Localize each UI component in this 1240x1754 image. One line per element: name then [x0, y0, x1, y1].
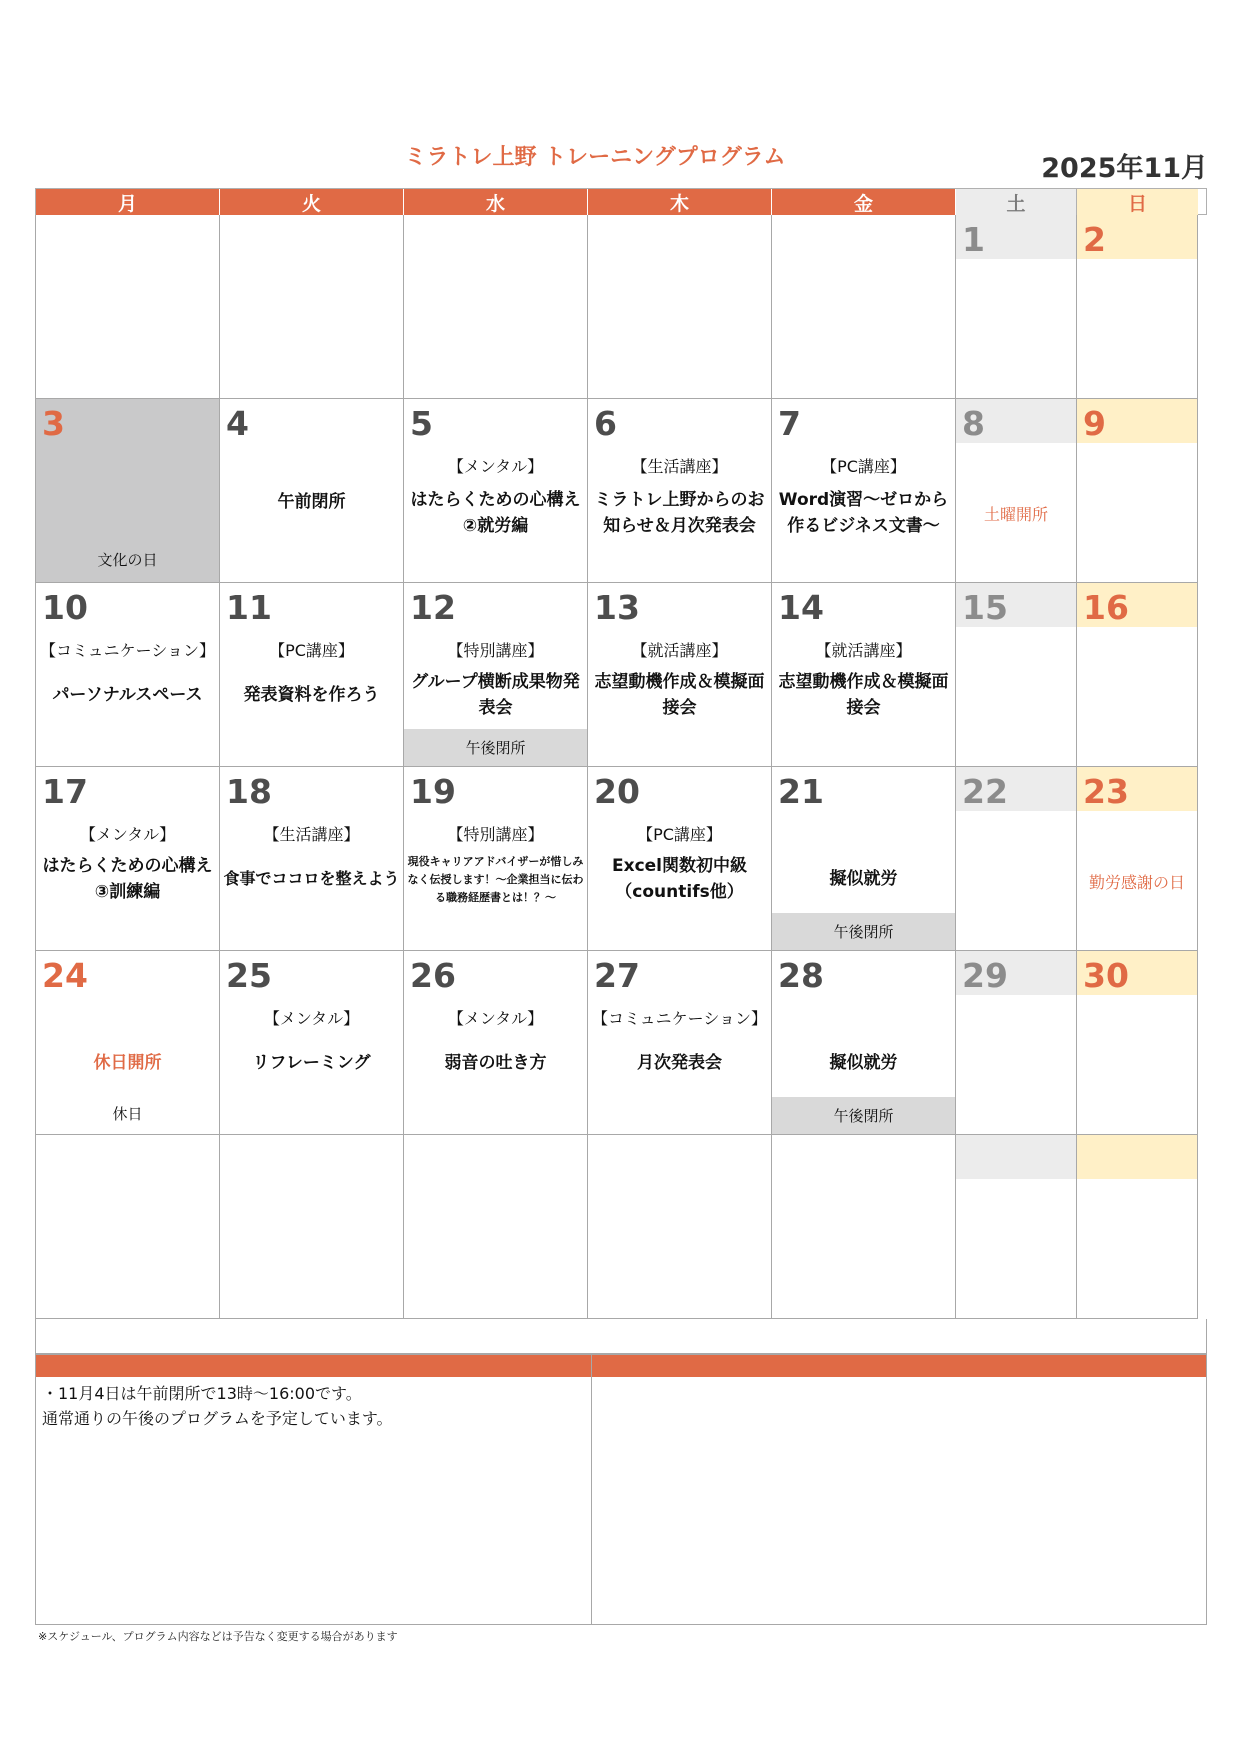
- day-number: 5: [410, 404, 433, 443]
- notes-left-panel: [36, 1355, 592, 1624]
- day-number: 18: [226, 772, 272, 811]
- day-number: 6: [594, 404, 617, 443]
- saturday-open-label: 土曜開所: [983, 505, 1048, 524]
- afternoon-closed-bar: 午後閉所: [772, 1097, 955, 1134]
- day-cell-3: [36, 399, 220, 583]
- day-cell-26: [404, 951, 588, 1135]
- spacer-row: [35, 1319, 1207, 1354]
- program-category: 【メンタル】: [447, 1009, 544, 1028]
- program-title: はたらくための心構え ②就労編: [410, 490, 581, 536]
- day-cell-21: [772, 767, 956, 951]
- day-cell-15: [956, 583, 1077, 767]
- program-title: 月次発表会: [637, 1053, 722, 1073]
- day-cell-7: [772, 399, 956, 583]
- day-number: 7: [778, 404, 801, 443]
- day-number: 20: [594, 772, 640, 811]
- program-title: Excel関数初中級 （countifs他）: [611, 856, 747, 902]
- program-category: 【PC講座】: [637, 825, 722, 844]
- day-number: 2: [1083, 220, 1106, 259]
- day-cell-30: [1077, 951, 1198, 1135]
- notes-right-panel: [592, 1355, 1206, 1624]
- day-cell-29: [956, 951, 1077, 1135]
- day-cell-4: [220, 399, 404, 583]
- notes-left-text: ・11月4日は午前閉所で13時～16:00です。 通常通りの午後のプログラムを予定しています。: [42, 1384, 393, 1428]
- day-cell-empty: [404, 1135, 588, 1319]
- calendar-title: ミラトレ上野 トレーニングプログラム: [404, 145, 786, 170]
- program-title: 志望動機作成＆模擬面接会: [778, 672, 949, 718]
- day-cell-16: [1077, 583, 1198, 767]
- day-number: 26: [410, 956, 456, 995]
- day-cell-empty: [956, 1135, 1077, 1319]
- afternoon-closed-bar: 午後閉所: [772, 913, 955, 950]
- day-cell-20: [588, 767, 772, 951]
- day-cell-2: [1077, 215, 1198, 399]
- day-number: 11: [226, 588, 272, 627]
- program-title: 現役キャリアアドバイザーが惜しみなく伝授します！～企業担当に伝わる職務経歴書とは！？～: [407, 855, 584, 904]
- day-number: 21: [778, 772, 824, 811]
- day-cell-empty: [772, 215, 956, 399]
- day-cell-empty: [36, 215, 220, 399]
- saturday-band: [956, 1135, 1076, 1179]
- program-title: 食事でココロを整えよう: [223, 869, 400, 888]
- day-cell-23: [1077, 767, 1198, 951]
- day-cell-8: [956, 399, 1077, 583]
- program-category: 【生活講座】: [631, 457, 728, 476]
- day-number: 22: [962, 772, 1008, 811]
- day-number: 28: [778, 956, 824, 995]
- day-cell-empty: [588, 215, 772, 399]
- calendar-month: 2025年11月: [1041, 153, 1208, 184]
- holiday-label: 休日: [112, 1105, 143, 1123]
- day-number: 27: [594, 956, 640, 995]
- program-title: 発表資料を作ろう: [243, 685, 380, 705]
- day-number: 12: [410, 588, 456, 627]
- day-cell-22: [956, 767, 1077, 951]
- program-category: 【就活講座】: [815, 641, 912, 660]
- day-number: 10: [42, 588, 88, 627]
- program-title: 午前閉所: [277, 492, 346, 512]
- program-title: はたらくための心構え ③訓練編: [42, 856, 213, 902]
- day-number: 16: [1083, 588, 1129, 627]
- sunday-band: [1077, 1135, 1197, 1179]
- weekday-fri: 金: [772, 189, 956, 216]
- day-cell-empty: [36, 1135, 220, 1319]
- program-title: パーソナルスペース: [52, 685, 203, 705]
- day-cell-empty: [220, 1135, 404, 1319]
- program-title: 弱音の吐き方: [444, 1053, 547, 1073]
- holiday-label: 勤労感謝の日: [1088, 873, 1185, 892]
- program-category: 【コミュニケーション】: [591, 1009, 768, 1028]
- weekday-wed: 水: [404, 189, 588, 216]
- day-number: 1: [962, 220, 985, 259]
- day-cell-9: [1077, 399, 1198, 583]
- day-number: 19: [410, 772, 456, 811]
- notes-header-bar: [592, 1355, 1206, 1377]
- weekday-sat: 土: [956, 189, 1077, 216]
- day-cell-10: [36, 583, 220, 767]
- day-number: 25: [226, 956, 272, 995]
- day-cell-1: [956, 215, 1077, 399]
- program-category: 【PC講座】: [269, 641, 354, 660]
- day-number: 30: [1083, 956, 1129, 995]
- footnote: ※スケジュール、プログラム内容などは予告なく変更する場合があります: [38, 1630, 398, 1643]
- notes-section: [35, 1354, 1207, 1625]
- day-number: 9: [1083, 404, 1106, 443]
- day-cell-24: [36, 951, 220, 1135]
- program-category: 【特別講座】: [447, 825, 544, 844]
- program-category: 【コミュニケーション】: [39, 641, 216, 660]
- weekday-mon: 月: [36, 189, 220, 216]
- program-category: 【生活講座】: [263, 825, 360, 844]
- day-cell-25: [220, 951, 404, 1135]
- program-title: グループ横断成果物発表会: [411, 672, 580, 718]
- day-number: 24: [42, 956, 88, 995]
- program-title: 志望動機作成＆模擬面接会: [594, 672, 765, 718]
- program-title: 擬似就労: [829, 1053, 898, 1073]
- weekday-thu: 木: [588, 189, 772, 216]
- day-cell-13: [588, 583, 772, 767]
- day-cell-5: [404, 399, 588, 583]
- notes-header-bar: [36, 1355, 591, 1377]
- day-cell-empty: [404, 215, 588, 399]
- weekday-sun: 日: [1077, 189, 1198, 216]
- day-cell-empty: [588, 1135, 772, 1319]
- day-number: 23: [1083, 772, 1129, 811]
- day-cell-empty: [772, 1135, 956, 1319]
- day-cell-18: [220, 767, 404, 951]
- day-number: 13: [594, 588, 640, 627]
- weekday-tue: 火: [220, 189, 404, 216]
- day-number: 14: [778, 588, 824, 627]
- program-category: 【特別講座】: [447, 641, 544, 660]
- day-cell-empty: [1077, 1135, 1198, 1319]
- day-number: 8: [962, 404, 985, 443]
- day-number: 17: [42, 772, 88, 811]
- day-cell-17: [36, 767, 220, 951]
- day-cell-6: [588, 399, 772, 583]
- program-title: 休日開所: [93, 1053, 162, 1073]
- program-category: 【就活講座】: [631, 641, 728, 660]
- program-category: 【メンタル】: [79, 825, 176, 844]
- afternoon-closed-bar: 午後閉所: [404, 729, 587, 766]
- day-cell-12: [404, 583, 588, 767]
- notes-right-text: [592, 1377, 1206, 1385]
- day-number: 15: [962, 588, 1008, 627]
- program-title: 擬似就労: [829, 869, 898, 889]
- program-category: 【メンタル】: [263, 1009, 360, 1028]
- calendar: [35, 188, 1207, 1319]
- day-cell-14: [772, 583, 956, 767]
- day-cell-28: [772, 951, 956, 1135]
- day-cell-19: [404, 767, 588, 951]
- program-title: リフレーミング: [252, 1053, 371, 1073]
- calendar-grid: [35, 215, 1207, 1319]
- holiday-label: 文化の日: [97, 551, 158, 569]
- day-number: 3: [42, 404, 65, 443]
- weekday-header: [35, 188, 1207, 215]
- day-cell-11: [220, 583, 404, 767]
- day-cell-empty: [220, 215, 404, 399]
- program-category: 【メンタル】: [447, 457, 544, 476]
- day-number: 29: [962, 956, 1008, 995]
- day-number: 4: [226, 404, 249, 443]
- program-category: 【PC講座】: [821, 457, 906, 476]
- day-cell-27: [588, 951, 772, 1135]
- program-title: Word演習～ゼロから作るビジネス文書～: [778, 490, 949, 536]
- program-title: ミラトレ上野からのお知らせ＆月次発表会: [594, 490, 765, 536]
